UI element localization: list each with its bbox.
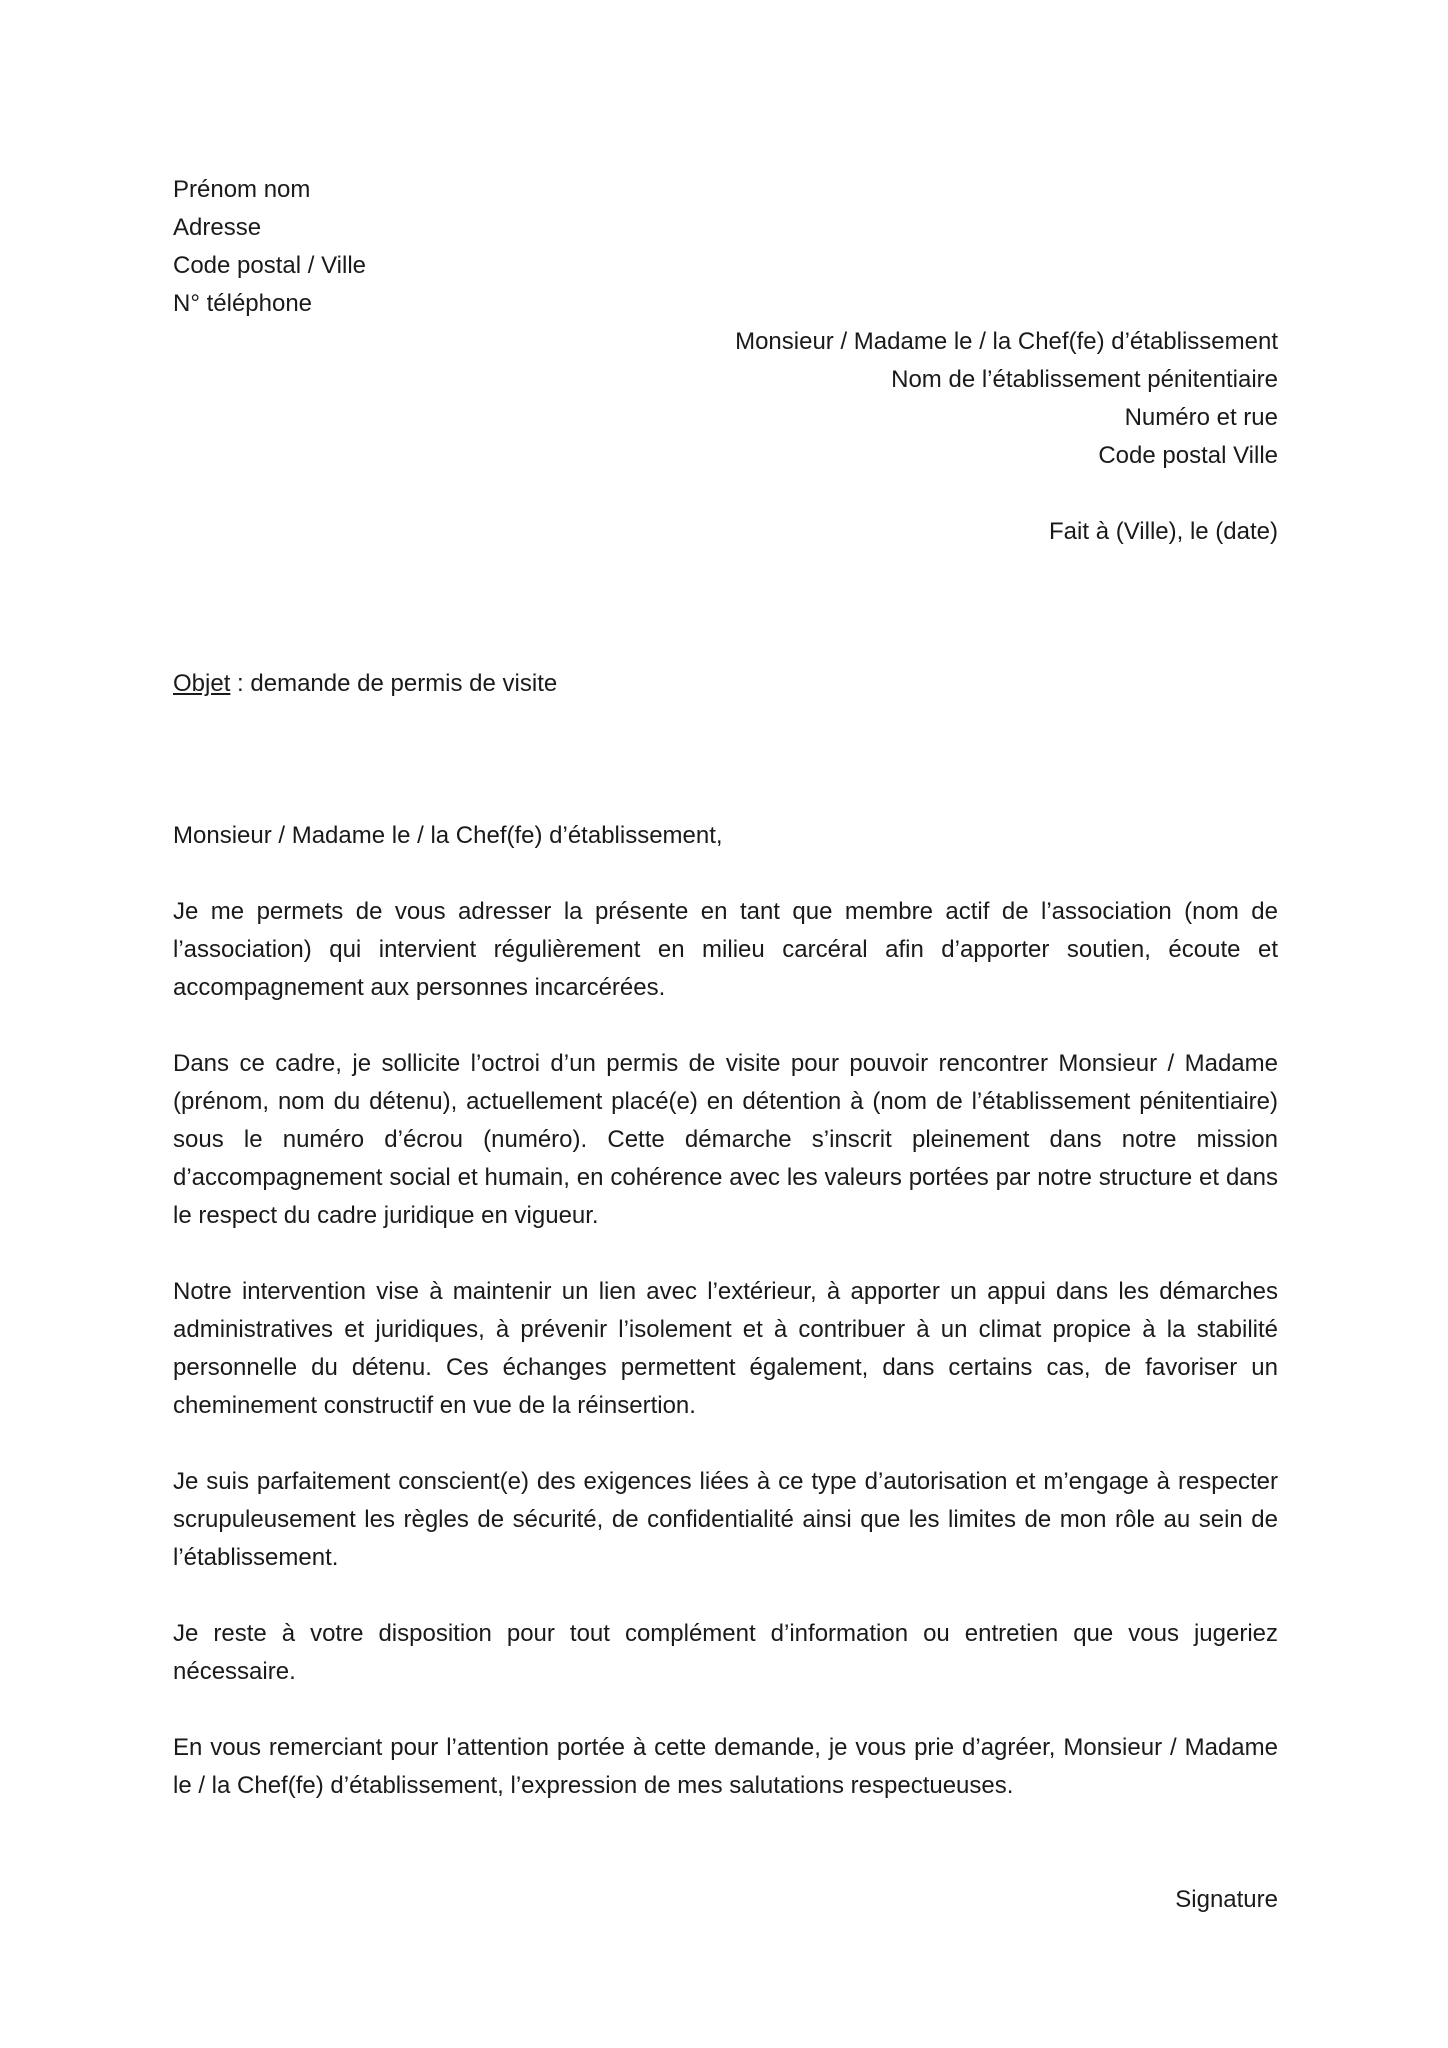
subject-text: demande de permis de visite [250, 670, 558, 697]
sender-phone: N° téléphone [173, 290, 313, 317]
paragraph-4: Je suis parfaitement conscient(e) des exigences liées à ce type d’autorisation et m’engage à respecter scrupuleusement les règles de sécurité, de confidentialité ainsi que les limites de mon rôle au sein de l’établissement. [173, 1468, 1278, 1571]
paragraph-5: Je reste à votre disposition pour tout complément d’information ou entretien que vous jugeriez nécessaire. [173, 1620, 1278, 1685]
place-date-text: Fait à (Ville), le (date) [1049, 518, 1278, 545]
subject-line [173, 665, 1278, 703]
recipient-institution: Nom de l’établissement pénitentiaire [891, 366, 1278, 393]
paragraph-6: En vous remerciant pour l’attention portée à cette demande, je vous prie d’agréer, Monsieur / Madame le / la Chef(fe) d’établissement, l’expression de mes salutations respectueuses. [173, 1734, 1278, 1799]
recipient-block [173, 323, 1278, 475]
subject-separator: : [230, 670, 251, 697]
subject-label: Objet [173, 670, 231, 697]
sender-name: Prénom nom [173, 176, 311, 203]
letter-body [173, 171, 1278, 1919]
signature-label: Signature [1175, 1886, 1278, 1913]
sender-city: Code postal / Ville [173, 252, 367, 279]
salutation: Monsieur / Madame le / la Chef(fe) d’établissement, [173, 822, 723, 849]
place-date [173, 513, 1278, 551]
recipient-street: Numéro et rue [1124, 404, 1278, 431]
recipient-title: Monsieur / Madame le / la Chef(fe) d’établissement [735, 328, 1278, 355]
signature-block [173, 1881, 1278, 1919]
sender-address: Adresse [173, 214, 262, 241]
paragraph-2: Dans ce cadre, je sollicite l’octroi d’un permis de visite pour pouvoir rencontrer Monsieur / Madame (prénom, nom du détenu), actuellement placé(e) en détention à (nom de l’établissement pénitentiaire) sous le numéro d’écrou (numéro). Cette démarche s’inscrit pleinement dans notre mission d’accompagnement social et humain, en cohérence avec les valeurs portées par notre structure et dans le respect du cadre juridique en vigueur. [173, 1050, 1278, 1229]
paragraph-1: Je me permets de vous adresser la présente en tant que membre actif de l’association (nom de l’association) qui intervient régulièrement en milieu carcéral afin d’apporter soutien, écoute et accompagnement aux personnes incarcérées. [173, 898, 1278, 1001]
sender-block [173, 171, 1278, 323]
recipient-city: Code postal Ville [1098, 442, 1278, 469]
paragraph-3: Notre intervention vise à maintenir un lien avec l’extérieur, à apporter un appui dans les démarches administratives et juridiques, à prévenir l’isolement et à contribuer à un climat propice à la stabilité personnelle du détenu. Ces échanges permettent également, dans certains cas, de favoriser un cheminement constructif en vue de la réinsertion. [173, 1278, 1278, 1419]
